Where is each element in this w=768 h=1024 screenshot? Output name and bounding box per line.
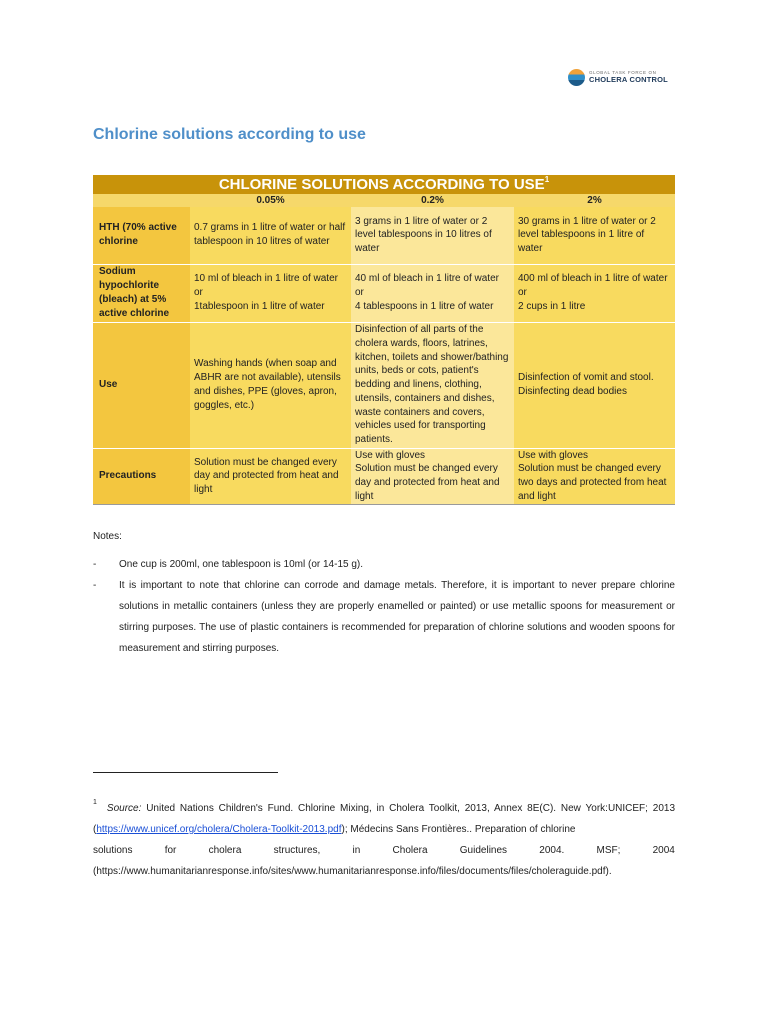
footnote-marker: 1 [93,799,97,806]
cell-text: 2 cups in 1 litre [518,300,586,312]
footnote-url-line: (https://www.humanitarianresponse.info/sites/www.humanitarianresponse.info/files/documents/files/choleraguide.pdf). [93,866,612,877]
unicef-link[interactable]: https://www.unicef.org/cholera/Cholera-Toolkit-2013.pdf [96,824,342,835]
note-item [93,575,675,659]
notes-section [93,526,675,659]
cell-text: Use with gloves [518,449,589,461]
notes-label: Notes: [93,531,122,542]
footnote-word: 2004. [539,845,565,856]
table-cell [190,264,351,322]
column-header-2: 2% [514,194,675,207]
table-cell [514,448,675,504]
column-header-blank [93,194,190,207]
footnote-source-label: Source: [106,803,142,814]
cell-text: Solution must be changed every day and protected from heat and light [355,463,500,503]
footnote-word: 2004 [652,845,675,856]
table-cell [190,207,351,264]
cell-text: or [194,287,203,299]
table-bottom-rule [93,504,675,505]
footnote-word: structures, [273,845,321,856]
logo-name: CHOLERA CONTROL [589,75,668,84]
row-header-precautions: Precautions [93,448,190,504]
cell-text: 0.7 grams in 1 litre of water or half tablespoon in 10 litres of water [194,222,346,248]
column-header-0-2: 0.2% [351,194,514,207]
cell-text: 10 ml of bleach in 1 litre of water [194,273,338,285]
cell-text: 1tablespoon in 1 litre of water [194,300,325,312]
row-header-sodium-hypochlorite: Sodium hypochlorite (bleach) at 5% active chlorine [93,264,190,322]
cell-text: Solution must be changed every day and protected from heat and light [194,456,339,496]
cell-text: Disinfection of all parts of the cholera wards, floors, latrines, kitchen, toilets and shower/bathing units, beds or cots, patient's bedding and linens, clothing, utensils, containers and dishes, waste containers and covers, vehicles used for transporting patients. [355,323,509,446]
footnote-separator [93,772,278,773]
cholera-control-logo [568,66,668,88]
footnote-paragraph [93,798,675,840]
cell-text: 30 grams in 1 litre of water or 2 level tablespoons in 1 litre of water [518,215,656,255]
note-item [93,554,675,575]
table-cell [514,207,675,264]
cell-text: Disinfecting dead bodies [518,386,627,397]
cell-text: 40 ml of bleach in 1 litre of water [355,273,499,285]
footnote-word: solutions [93,845,133,856]
table-title-text: CHLORINE SOLUTIONS ACCORDING TO USE [218,176,545,193]
row-header-hth: HTH (70% active chlorine [93,207,190,264]
globe-logo-icon [568,69,585,86]
cell-text: or [355,287,364,299]
table-cell [190,322,351,448]
cell-text: 4 tablespoons in 1 litre of water [355,300,494,312]
table-row [93,322,675,448]
cell-text: 400 ml of bleach in 1 litre of water [518,273,668,285]
footnote-word: cholera [208,845,242,856]
cell-text: Disinfection of vomit and stool. [518,372,654,384]
footnote-justified-line [93,840,675,861]
table-title-row [93,175,675,194]
table-header-row [93,194,675,207]
footnote [93,798,675,882]
dash-marker: - [93,559,97,570]
table-title-footnote-marker: 1 [544,175,550,184]
table-cell [514,322,675,448]
table-cell [351,322,514,448]
footnote-text: United Nations Children's Fund. Chlorine Mixing, in Cholera Toolkit, 2013, Annex 8E(C). New York:UNICEF; 2013 ( [93,803,676,835]
cell-text: or [518,287,527,299]
table-cell [351,264,514,322]
footnote-word: Cholera [392,845,428,856]
note-text: One cup is 200ml, one tablespoon is 10ml (or 14-15 g). [119,559,364,570]
logo-tagline: GLOBAL TASK FORCE ON [589,69,657,75]
footnote-word: in [352,845,361,856]
footnote-word: Guidelines [459,845,508,856]
footnote-word: for [164,845,177,856]
table-row [93,264,675,322]
chlorine-table [93,175,675,505]
table-cell [514,264,675,322]
cell-text: Solution must be changed every two days and protected from heat and light [518,463,667,503]
page-title: Chlorine solutions according to use [93,126,366,143]
logo-text [589,71,668,84]
table-cell [351,448,514,504]
table-row [93,448,675,504]
note-text: It is important to note that chlorine can corrode and damage metals. Therefore, it is important to never prepare chlorine solutions in metallic containers (unless they are properly enamelled or painted) or use metallic spoons for measurement or stirring purposes. The use of plastic containers is recommended for preparation of chlorine solutions and wooden spoons for measurement and stirring purposes. [119,580,675,654]
column-header-0-05: 0.05% [190,194,351,207]
table-row [93,207,675,264]
dash-marker: - [93,580,97,591]
cell-text: Washing hands (when soap and ABHR are not available), utensils and dishes, PPE (gloves, apron, goggles, etc.) [194,358,341,411]
table-cell [190,448,351,504]
cell-text: Use with gloves [355,449,426,461]
table-cell [351,207,514,264]
table-title [93,175,675,194]
cell-text: 3 grams in 1 litre of water or 2 level tablespoons in 10 litres of water [355,215,492,255]
footnote-word: MSF; [596,845,621,856]
row-header-use: Use [93,322,190,448]
footnote-text: ); Médecins Sans Frontières.. Preparation of chlorine [341,824,576,835]
